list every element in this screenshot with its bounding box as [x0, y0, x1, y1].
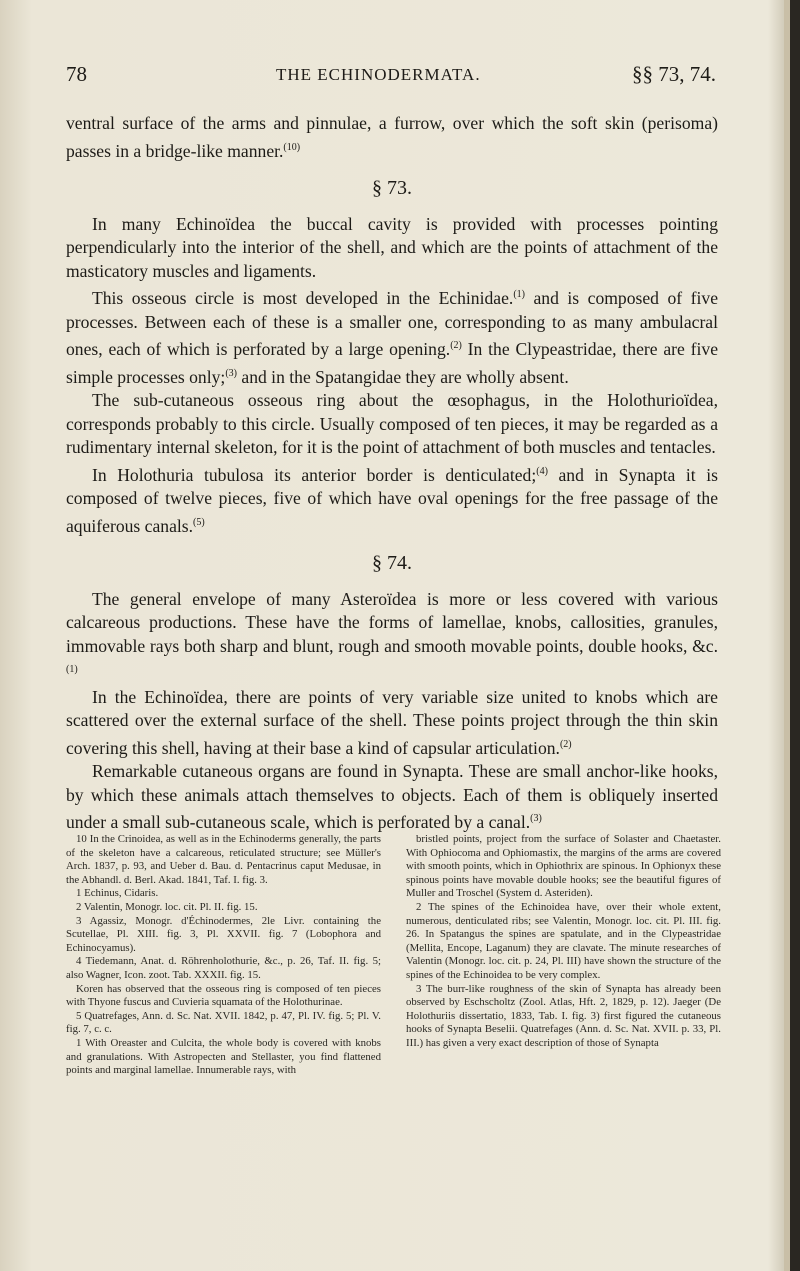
s74-paragraph-3 [66, 760, 718, 835]
s74-paragraph-1 [66, 588, 718, 686]
footnote-ref: (1) [513, 289, 525, 300]
section-heading-73: § 73. [372, 177, 412, 199]
footnote-ref: (3) [530, 813, 542, 824]
page-header [66, 62, 716, 92]
text-run: In the Clypeastridae, there are five simple processes only; [66, 339, 719, 387]
footnote: 10 In the Crinoidea, as well as in the Echinoderms generally, the parts of the skeleton have a calcareous, reticulated structure; see Müller's Arch. 1837, p. 93, and Ueber d. Bau. d. Pentacrinus caput Medusae, in the Abhandl. d. Berl. Akad. 1841, Taf. I. fig. 3. [66, 833, 381, 886]
footnote: 1 With Oreaster and Culcita, the whole body is covered with knobs and granulations. With Astropecten and Stellaster, you find flattened points and marginal lamellae. Innumerable rays, with [66, 1036, 381, 1077]
footnote: 2 The spines of the Echinoidea have, over their whole extent, numerous, denticulated ribs; see Valentin, Monogr. loc. cit. Pl. III. fig. 26. In Spatangus the spines are spatulate, and in the Clypeastridae (Mellita, Encope, Laganum) they are clavate. The minute researches of Valentin (Monogr. loc. cit. p. 24, Pl. III) have shown the structure of the spines of the Echinoidea to be very complex. [406, 900, 721, 981]
page-number: 78 [66, 62, 87, 86]
footnote: Koren has observed that the osseous ring is composed of ten pieces with Thyone fuscus and Cuvieria squamata of the Holothurinae. [66, 982, 381, 1009]
main-text [66, 112, 718, 835]
footnote: 5 Quatrefages, Ann. d. Sc. Nat. XVII. 1842, p. 47, Pl. IV. fig. 5; Pl. V. fig. 7, c. c. [66, 1009, 381, 1036]
footnote-ref: (1) [66, 664, 78, 675]
running-title: THE ECHINODERMATA. [276, 65, 481, 84]
text-run: In Holothuria tubulosa its anterior border is denticulated; [92, 464, 537, 485]
footnote-ref: (4) [536, 465, 548, 477]
s73-paragraph-4 [66, 460, 718, 539]
text-run: The general envelope of many Asteroïdea is more or less covered with various calcareous productions. These have the forms of lamellae, knobs, callosities, granules, immovable rays both sharp and blunt, rough and smooth movable points, double hooks, &c. [66, 588, 718, 656]
section-range: §§ 73, 74. [632, 62, 716, 86]
book-spine-edge [790, 0, 800, 1271]
footnote: 4 Tiedemann, Anat. d. Röhrenholothurie, &c., p. 26, Taf. II. fig. 5; also Wagner, Icon. zoot. Tab. XXXII. fig. 15. [66, 955, 381, 981]
footnote: 2 Valentin, Monogr. loc. cit. Pl. II. fig. 15. [76, 900, 258, 913]
footnote: 1 Echinus, Cidaris. [76, 887, 159, 900]
text-run: In the Echinoïdea, there are points of very variable size united to knobs which are scattered over the external surface of the shell. These points project through the thin skin covering this shell, having at their base a kind of capsular articulation. [66, 686, 718, 758]
footnote: 3 Agassiz, Monogr. d'Échinodermes, 2le Livr. containing the Scutellae, Pl. XIII. fig. 3, Pl. XXVII. fig. 7 (Lobophora and Echinocyamus). [66, 914, 381, 954]
s73-paragraph-1: In many Echinoïdea the buccal cavity is provided with processes pointing perpendicularly into the interior of the shell, and which are the points of attachment of the masticatory muscles and ligaments. [66, 213, 718, 281]
footnotes-right-column [406, 833, 721, 1051]
footnote-ref: (2) [450, 340, 462, 351]
s74-paragraph-2 [66, 686, 718, 761]
text-run: and in Synapta it is composed of twelve pieces, five of which have oval openings for the free passage of the aquiferous canals. [66, 464, 718, 536]
section-heading-74: § 74. [372, 552, 412, 574]
text-run: and is composed of five processes. Between each of these is a smaller one, corresponding to as many ambulacral ones, each of which is perforated by a large opening. [66, 288, 719, 359]
s73-paragraph-2 [66, 283, 718, 389]
intro-paragraph [66, 112, 718, 163]
footnote-ref: (2) [559, 738, 572, 750]
footnote-ref: (10) [283, 141, 301, 153]
footnote: bristled points, project from the surface of Solaster and Chaetaster. With Ophiocoma and Ophiomastix, the margins of the arms are covered with smooth points, which in Ophiothrix are spinous. In Ophionyx these spinous points have movable double hooks; see the beautiful figures of Muller and Troschel (System d. Asteriden). [406, 833, 721, 900]
s73-paragraph-3: The sub-cutaneous osseous ring about the œsophagus, in the Holothurioïdea, corresponds probably to this circle. Usually composed of ten pieces, it may be regarded as a rudimentary internal skeleton, for it is the point of attachment of both muscles and tentacles. [66, 390, 718, 457]
text-run: Remarkable cutaneous organs are found in Synapta. These are small anchor-like hooks, by which these animals attach themselves to objects. Each of them is obliquely inserted under a small sub-cutaneous scale, which is perforated by a canal. [66, 761, 718, 832]
footnote: 3 The burr-like roughness of the skin of Synapta has already been observed by Eschscholtz (Zool. Atlas, Hft. 2, 1829, p. 12). Jaeger (De Holothuriis dissertatio, 1833, Tab. I. fig. 3) first figured the cutaneous hooks of Synapta Beselii. Quatrefages (Ann. d. Sc. Nat. XVII. p. 33, Pl. III.) has given a very exact description of those of Synapta [406, 982, 721, 1049]
footnote-ref: (5) [193, 516, 205, 528]
footnote-ref: (3) [225, 367, 237, 379]
text-run: This osseous circle is most developed in the Echinidae. [92, 288, 514, 308]
intro-text: ventral surface of the arms and pinnulae, a furrow, over which the soft skin (perisoma) passes in a bridge-like manner. [66, 113, 718, 161]
text-run: and in the Spatangidae they are wholly absent. [236, 366, 569, 387]
footnotes-left-column [66, 833, 381, 1078]
